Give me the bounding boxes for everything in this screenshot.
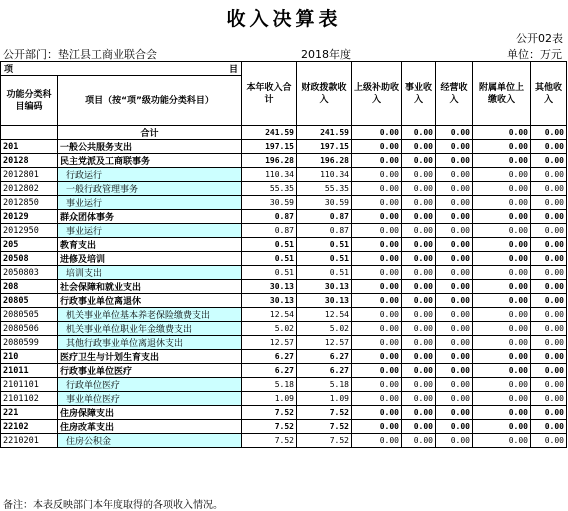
row-value: 30.13 [297,294,352,308]
row-value: 0.00 [436,224,473,238]
row-value: 6.27 [242,350,297,364]
row-value: 196.28 [242,154,297,168]
row-value: 0.00 [531,406,567,420]
row-value: 0.00 [473,252,531,266]
row-value: 7.52 [242,420,297,434]
row-value: 0.00 [436,364,473,378]
row-value: 0.00 [531,434,567,448]
row-code: 2101101 [1,378,58,392]
row-value: 6.27 [297,350,352,364]
row-value: 0.00 [402,168,436,182]
row-value: 0.00 [473,266,531,280]
row-value: 0.00 [473,420,531,434]
row-value: 0.00 [473,434,531,448]
row-value: 7.52 [297,434,352,448]
row-name: 行政事业单位离退休 [58,294,242,308]
row-value: 0.00 [402,238,436,252]
row-value: 0.00 [473,392,531,406]
table-row [1,280,567,294]
row-value: 196.28 [297,154,352,168]
row-code: 2012850 [1,196,58,210]
row-name: 机关事业单位基本养老保险缴费支出 [58,308,242,322]
row-value: 0.00 [473,168,531,182]
row-value: 0.00 [436,154,473,168]
row-value: 0.87 [242,224,297,238]
table-row [1,210,567,224]
row-value: 12.57 [242,336,297,350]
row-value: 0.00 [473,308,531,322]
row-code: 201 [1,140,58,154]
row-value: 0.00 [352,350,402,364]
header-col-operating: 经营收入 [436,62,473,126]
row-value: 0.00 [531,294,567,308]
row-value: 0.51 [297,252,352,266]
row-code: 20128 [1,154,58,168]
row-value: 5.02 [297,322,352,336]
row-value: 55.35 [297,182,352,196]
row-value: 0.00 [473,336,531,350]
row-value: 0.00 [531,154,567,168]
row-value: 1.09 [297,392,352,406]
row-value: 0.51 [297,266,352,280]
row-value: 0.00 [402,392,436,406]
row-value: 0.00 [436,420,473,434]
form-number: 公开02表 [516,32,563,45]
row-value: 0.00 [402,434,436,448]
row-value: 0.00 [352,252,402,266]
row-value: 0.00 [436,294,473,308]
row-value: 7.52 [297,420,352,434]
row-value: 0.00 [436,266,473,280]
row-value: 0.00 [402,322,436,336]
total-row [1,126,567,140]
row-name: 行政事业单位医疗 [58,364,242,378]
row-value: 0.00 [531,364,567,378]
row-name: 住房公积金 [58,434,242,448]
table-row [1,406,567,420]
row-value: 0.00 [352,266,402,280]
row-value: 0.00 [352,434,402,448]
header-mu: 目 [228,65,238,75]
row-value: 0.00 [436,252,473,266]
row-value: 0.00 [531,378,567,392]
row-code: 20805 [1,294,58,308]
row-value: 0.00 [352,364,402,378]
row-value: 6.27 [297,364,352,378]
row-name: 一般行政管理事务 [58,182,242,196]
row-code: 2210201 [1,434,58,448]
row-value: 0.00 [531,420,567,434]
row-value: 0.51 [242,266,297,280]
row-code: 2080599 [1,336,58,350]
row-value: 0.00 [473,154,531,168]
row-value: 0.00 [531,224,567,238]
table-row [1,140,567,154]
row-value: 0.00 [531,280,567,294]
row-value: 0.00 [436,196,473,210]
row-name: 合计 [58,126,242,140]
department-name: 垫江县工商业联合会 [58,48,157,61]
row-value: 0.87 [297,224,352,238]
row-name: 住房改革支出 [58,420,242,434]
row-value: 7.52 [242,434,297,448]
row-value: 110.34 [242,168,297,182]
row-value: 7.52 [242,406,297,420]
table-row [1,182,567,196]
row-value: 0.00 [436,434,473,448]
row-value: 0.00 [402,210,436,224]
row-code: 2012802 [1,182,58,196]
row-value: 0.51 [242,238,297,252]
header-xiang-mu [1,62,242,76]
row-value: 1.09 [242,392,297,406]
table-row [1,350,567,364]
row-value: 0.00 [402,350,436,364]
row-value: 0.00 [402,336,436,350]
header-code: 功能分类科目编码 [1,76,58,126]
row-code [1,126,58,140]
row-value: 0.00 [402,308,436,322]
row-value: 0.00 [473,350,531,364]
row-value: 0.00 [531,322,567,336]
header-xiang: 项 [4,65,14,75]
row-value: 0.00 [352,392,402,406]
table-row [1,336,567,350]
row-value: 0.00 [436,336,473,350]
row-value: 0.00 [473,224,531,238]
row-name: 其他行政事业单位离退休支出 [58,336,242,350]
row-value: 0.00 [352,126,402,140]
row-value: 0.00 [402,182,436,196]
footnote: 备注：本表反映部门本年度取得的各项收入情况。 [3,500,223,511]
report-title: 收入决算表 [226,8,342,30]
row-value: 0.00 [531,182,567,196]
row-value: 0.00 [473,364,531,378]
table-row [1,294,567,308]
row-value: 12.54 [242,308,297,322]
header-col-superior: 上级补助收入 [352,62,402,126]
row-value: 0.00 [473,378,531,392]
row-value: 0.00 [436,406,473,420]
row-value: 0.00 [531,308,567,322]
row-value: 30.13 [242,294,297,308]
row-value: 0.00 [402,266,436,280]
unit-label: 单位：万元 [507,48,562,61]
header-col-fiscal: 财政拨款收入 [297,62,352,126]
row-value: 0.00 [352,154,402,168]
row-value: 0.00 [352,336,402,350]
row-value: 110.34 [297,168,352,182]
row-value: 0.00 [402,364,436,378]
table-row [1,392,567,406]
row-value: 5.18 [297,378,352,392]
row-value: 0.00 [402,126,436,140]
table-row [1,154,567,168]
table-row [1,378,567,392]
row-value: 0.00 [402,252,436,266]
row-value: 0.00 [531,266,567,280]
row-name: 培训支出 [58,266,242,280]
row-code: 2101102 [1,392,58,406]
row-value: 30.13 [242,280,297,294]
row-value: 0.00 [436,210,473,224]
row-value: 0.00 [473,210,531,224]
row-value: 0.00 [436,168,473,182]
row-value: 0.00 [352,294,402,308]
row-value: 30.59 [297,196,352,210]
row-value: 0.51 [242,252,297,266]
table-row [1,364,567,378]
row-name: 教育支出 [58,238,242,252]
row-value: 0.00 [352,140,402,154]
row-value: 0.00 [473,322,531,336]
row-name: 进修及培训 [58,252,242,266]
row-value: 0.00 [352,420,402,434]
row-value: 0.00 [402,196,436,210]
row-value: 0.00 [531,140,567,154]
row-value: 0.00 [402,154,436,168]
row-code: 22102 [1,420,58,434]
row-code: 210 [1,350,58,364]
row-value: 0.00 [436,308,473,322]
row-value: 0.00 [352,224,402,238]
department-info [3,46,157,62]
table-row [1,434,567,448]
row-value: 0.00 [473,140,531,154]
row-value: 0.00 [402,140,436,154]
row-name: 行政单位医疗 [58,378,242,392]
row-value: 0.00 [531,238,567,252]
row-value: 0.00 [531,336,567,350]
row-value: 0.00 [352,210,402,224]
row-value: 0.00 [436,350,473,364]
row-value: 0.00 [352,182,402,196]
row-value: 30.59 [242,196,297,210]
row-value: 0.00 [436,140,473,154]
row-name: 社会保障和就业支出 [58,280,242,294]
row-value: 5.02 [242,322,297,336]
row-name: 一般公共服务支出 [58,140,242,154]
row-value: 0.00 [531,210,567,224]
row-value: 0.00 [531,168,567,182]
header-col-other: 其他收入 [531,62,567,126]
row-value: 0.87 [297,210,352,224]
row-value: 0.00 [402,378,436,392]
row-code: 21011 [1,364,58,378]
row-value: 0.00 [352,406,402,420]
table-row [1,308,567,322]
row-value: 0.00 [531,392,567,406]
row-name: 行政运行 [58,168,242,182]
row-value: 0.51 [297,238,352,252]
row-value: 7.52 [297,406,352,420]
row-value: 0.00 [352,168,402,182]
row-value: 0.00 [436,378,473,392]
row-value: 0.00 [436,392,473,406]
row-value: 55.35 [242,182,297,196]
row-value: 0.00 [402,224,436,238]
row-name: 事业运行 [58,224,242,238]
row-name: 机关事业单位职业年金缴费支出 [58,322,242,336]
row-code: 2050803 [1,266,58,280]
row-name: 民主党派及工商联事务 [58,154,242,168]
table-row [1,238,567,252]
row-value: 6.27 [242,364,297,378]
row-value: 0.00 [473,126,531,140]
row-value: 0.00 [352,308,402,322]
row-value: 0.00 [531,126,567,140]
row-code: 2080505 [1,308,58,322]
row-value: 0.00 [473,182,531,196]
department-label: 公开部门： [3,48,58,61]
row-value: 0.00 [436,238,473,252]
row-value: 241.59 [242,126,297,140]
row-value: 0.00 [473,238,531,252]
header-col-total: 本年收入合计 [242,62,297,126]
report-info-row [3,46,565,60]
row-value: 0.00 [473,280,531,294]
row-value: 0.00 [402,294,436,308]
row-value: 241.59 [297,126,352,140]
row-code: 205 [1,238,58,252]
row-value: 197.15 [297,140,352,154]
row-value: 0.00 [531,196,567,210]
row-value: 5.18 [242,378,297,392]
row-value: 12.57 [297,336,352,350]
row-code: 208 [1,280,58,294]
row-value: 0.00 [352,196,402,210]
row-value: 30.13 [297,280,352,294]
header-col-subsidiary: 附属单位上缴收入 [473,62,531,126]
row-value: 0.00 [473,294,531,308]
table-row [1,196,567,210]
row-name: 住房保障支出 [58,406,242,420]
table-row [1,266,567,280]
row-name: 群众团体事务 [58,210,242,224]
table-row [1,168,567,182]
row-value: 0.00 [436,280,473,294]
row-value: 0.00 [402,280,436,294]
table-row [1,322,567,336]
row-code: 20508 [1,252,58,266]
row-value: 0.00 [352,378,402,392]
income-table [0,61,567,448]
table-row [1,252,567,266]
row-code: 2012950 [1,224,58,238]
header-col-business: 事业收入 [402,62,436,126]
row-code: 221 [1,406,58,420]
row-value: 0.00 [473,196,531,210]
row-value: 0.00 [531,252,567,266]
row-value: 0.00 [352,238,402,252]
row-value: 0.00 [436,322,473,336]
row-value: 0.00 [352,322,402,336]
row-value: 0.00 [402,406,436,420]
row-value: 0.00 [352,280,402,294]
row-value: 0.00 [436,126,473,140]
fiscal-year: 2018年度 [301,48,351,61]
row-value: 197.15 [242,140,297,154]
table-row [1,420,567,434]
table-row [1,224,567,238]
header-name: 项目（按“项”级功能分类科目） [58,76,242,126]
row-value: 0.00 [436,182,473,196]
row-value: 0.00 [473,406,531,420]
row-code: 2080506 [1,322,58,336]
row-value: 12.54 [297,308,352,322]
row-value: 0.87 [242,210,297,224]
row-code: 2012801 [1,168,58,182]
row-value: 0.00 [531,350,567,364]
row-name: 事业单位医疗 [58,392,242,406]
row-name: 医疗卫生与计划生育支出 [58,350,242,364]
row-code: 20129 [1,210,58,224]
row-value: 0.00 [402,420,436,434]
row-name: 事业运行 [58,196,242,210]
